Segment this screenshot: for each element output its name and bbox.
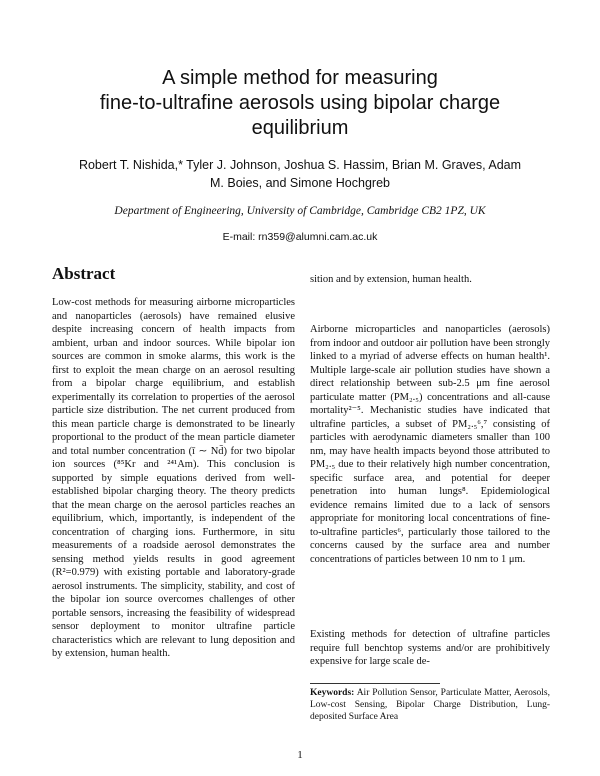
abstract-heading: Abstract	[52, 264, 116, 283]
title-line-2: fine-to-ultrafine aerosols using bipolar charge	[99, 92, 501, 114]
title-line-1: A simple method for measuring	[162, 67, 438, 89]
title-line-3: equilibrium	[251, 117, 349, 139]
abstract-continuation-text: sition and by extension, human health.	[310, 274, 472, 285]
abstract-continuation	[310, 273, 550, 287]
keywords-label: Keywords:	[310, 688, 355, 698]
abstract-body	[52, 296, 295, 661]
footnote-rule	[310, 683, 440, 684]
authors-line-1: Robert T. Nishida,* Tyler J. Johnson, Joshua S. Hassim, Brian M. Graves, Adam	[78, 158, 522, 172]
introduction-body-2	[310, 628, 550, 669]
intro-paragraph-1: Airborne microparticles and nanoparticles (aerosols) from indoor and outdoor air pollution have been strongly linked to a myriad of adverse effects on human health¹. Multiple large-scale air pollution studies have shown a direct relationship between sub-2.5 μm fine aerosol particulate matter (PM₂.₅) concentrations and all-cause mortality²⁻⁵. Mechanistic studies have indicated that ultrafine particles, a subset of PM₂.₅⁶,⁷ consisting of particles with aerodynamic diameters smaller than 100 nm, may have health impacts beyond those attributed to PM₂.₅ due to their relatively high number concentration, specific surface area, and potential for deeper penetration into human lungs⁸. Epidemiological evidence remains limited due to a lack of sensors appropriate for monitoring local concentrations of fine-to-ultrafine particles⁶, particularly those tailored to the concerns caused by the surface area and number concentrations of particles between 10 nm to 1 μm.	[310, 324, 550, 565]
introduction-body	[310, 323, 550, 566]
author-list	[60, 156, 540, 192]
email-address: E-mail: rn359@alumni.cam.ac.uk	[222, 231, 378, 243]
paper-title	[60, 66, 540, 141]
authors-line-2: M. Boies, and Simone Hochgreb	[210, 176, 390, 190]
keywords-text: Air Pollution Sensor, Particulate Matter, Aerosols, Low-cost Sensing, Bipolar Charge Distribution, Lung-deposited Surface Area	[310, 688, 550, 722]
affiliation: Department of Engineering, University of Cambridge, Cambridge CB2 1PZ, UK	[114, 205, 486, 217]
page-number: 1	[297, 749, 303, 761]
intro-paragraph-2: Existing methods for detection of ultrafine particles require full benchtop systems and/or are prohibitively expensive for large scale de-	[310, 629, 550, 667]
abstract-paragraph: Low-cost methods for measuring airborne microparticles and nanoparticles (aerosols) have remained elusive despite increasing concern of health impacts from ambient, urban and indoor sources. While bipolar ion sources are common in smoke alarms, this work is the first to exploit the mean charge on an aerosol resulting from a bipolar charge equilibrium, and establish experimentally its correlation to properties of the aerosol particle size distribution. The net current produced from this mean particle charge is demonstrated to be linearly proportional to the product of the mean particle diameter and total number concentration (ī ∼ Nd̄) for two bipolar ion sources (⁸⁵Kr and ²⁴¹Am). This conclusion is supported by simple equations derived from well-established bipolar charging theory. The theory predicts that the mean charge on the aerosol particles reaches an equilibrium, which, importantly, is independent of the concentration of charging ions. Furthermore, in situ measurements of a roadside aerosol demonstrates the sensing method yields results in good agreement (R²=0.979) with existing portable and laboratory-grade aerosol instruments. The simplicity, stability, and cost of the bipolar ion source overcomes challenges of other portable sensors, increasing the feasibility of widespread sensor deployment to monitor ultrafine particle characteristics which are relevant to lung deposition and by extension, human health.	[52, 297, 295, 659]
keywords-block	[310, 687, 550, 723]
